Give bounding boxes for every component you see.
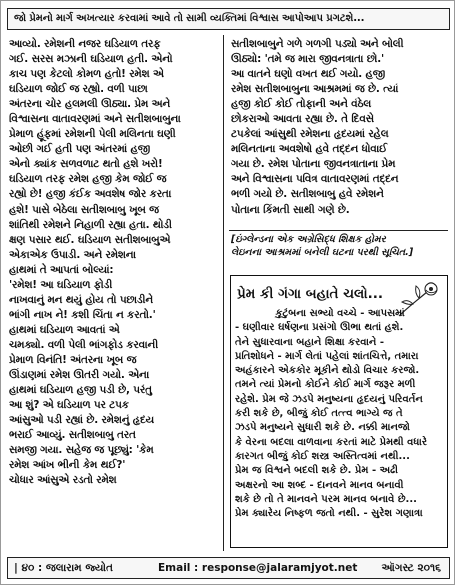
right-text-line-9: ગયા છે. રમેશ પોતાના જીવનત્રાતાના પ્રેમ: [231, 158, 396, 171]
note-rule: [229, 230, 448, 231]
left-text-line-26: આંસુઓ પડી રહ્યાં છે. રમેશનું હૃદય: [9, 414, 155, 427]
right-text-line-3: આ વાતને ઘણો વખત થઈ ગયો. હજી: [231, 68, 385, 81]
left-column: [9, 37, 217, 488]
left-text-line-13: શાંતિથી રમેશને નિહાળી રહ્યા હતા. થોડી: [9, 218, 172, 231]
left-text-line-29: રમેશ આંખ ભીની કેમ થઈ?': [9, 459, 126, 472]
right-text-line-2: ઊઠ્યો: 'તમે જ મારા જીવનત્રાતા છો.': [231, 53, 385, 66]
column-divider: [223, 35, 224, 551]
left-text-line-20: હાથમાં ઘડિયાળ આવતાં એ: [9, 323, 120, 336]
source-note: [231, 233, 446, 271]
left-text-line-12: હશે! પાસે બેઠેલા સતીશબાબુ ખૂબ જ: [9, 203, 159, 216]
poem-line-2: - ઘણીવાર ઘર્ષણના પ્રસંગો ઊભા થતાં હશે.: [235, 322, 404, 334]
poem-line-3: તેને સુધારવાના બહાને શિક્ષા કરવાને -: [235, 336, 385, 348]
left-text-line-24: હાથમાં ઘડિયાળ હજી પડી છે, પરંતુ: [9, 384, 152, 397]
right-text-line-12: પોતાના કિંમતી સાથી ગણે છે.: [231, 203, 350, 216]
poem-box: [230, 275, 448, 548]
left-text-line-3: કાચ પણ કેટલો કોમળ હતો! રમેશ એ: [9, 68, 164, 81]
poem-line-1: કુટુંબના સભ્યો વચ્ચે - આપસમાં: [275, 308, 405, 319]
right-column: [231, 37, 446, 218]
poem-line-5: અહંકારને એકકોર મૂકીને થોડો વિચાર કરજો.: [235, 365, 420, 377]
left-text-line-22: પ્રેમાળ વિનંતિ! અંતરના ખૂબ જ: [9, 353, 137, 366]
left-text-line-15: એકાએક ઉપાડી. અને રમેશના: [9, 248, 136, 261]
left-text-line-11: રહ્યો છે! હજી કંઈક અવશેષ જોર કરતા: [9, 188, 172, 201]
right-text-line-11: ભળી ગયો છે. સતીશબાબુ હવે રમેશને: [231, 188, 384, 201]
left-text-line-21: ચમક્યો. વળી પેલી ભાંગફોડ કરવાની: [9, 338, 159, 351]
right-text-line-6: છોકરાઓ આવતા રહ્યા છે. તે દિવસે: [231, 113, 374, 126]
left-text-line-4: ઘડિયાળ જોઈ જ રહ્યો. વળી પાછા: [9, 83, 148, 96]
poem-line-9: ઝડપે મનુષ્યને સુધારી શકે છે. નક્કી માનજો: [235, 422, 410, 434]
left-text-line-9: એનો ક્યાંક સળવળાટ થતો હશે ખરો!: [9, 158, 163, 171]
left-text-line-17: 'રમેશ! આ ઘડિયાળ ફોડી: [9, 278, 113, 291]
left-text-line-30: ચોધાર આંસુએ રડતો રમેશ: [9, 474, 117, 487]
footer-email[interactable]: Email : response@jalaramjyot.net: [158, 562, 358, 574]
note-line-1: [ઇંગ્લેન્ડના એક અગ્રેસિદ્ધ શિક્ષક હોમર: [231, 234, 386, 245]
poem-line-6: તમને ત્યાં પ્રેમનો કોઈને કોઈ માર્ગ જરૂર મળી: [235, 379, 416, 391]
poem-title: પ્રેમ કી ગંગા બહાતે ચલો...: [237, 286, 383, 302]
poem-line-15: પ્રેમ ક્યારેય નિષ્ફળ જતો નથી. - સુરેશ ગણાત્રા: [235, 508, 423, 520]
left-text-line-27: ભરાઈ આવ્યું. સતીશબાબુ તરત: [9, 429, 136, 442]
page-footer: [7, 557, 450, 579]
poem-line-7: રહેશે. પ્રેમ જે ઝડપે મનુષ્યના હૃદયનું પરિવર્તન: [235, 393, 423, 405]
poem-line-8: કરી શકે છે, બીજું કોઈ તત્ત્વ ભાગ્યે જ તે: [235, 408, 403, 420]
left-text-line-18: નાખવાનું મન થયું હોય તો પછાડીને: [9, 293, 153, 306]
right-text-line-4: રમેશ સતીશબાબુના આશ્રમમાં જ છે. ત્યાં: [231, 83, 399, 96]
left-text-line-16: હાથમાં તે આપતાં બોલ્યાં:: [9, 263, 114, 276]
note-line-2: લેઇનના આશ્રમમાં બનેલી ઘટના પરથી સૂચિત.]: [231, 247, 414, 258]
left-text-line-10: ઘડિયાળ તરફ રમેશ હજી કેમ જોઈ જ: [9, 173, 167, 186]
poem-line-11: કારગત બીજું કોઈ શસ્ત્ર અસ્તિત્વમાં નથી...: [235, 450, 410, 462]
left-text-line-7: પ્રેમાળ હૂંફમાં રમેશની પેલી મલિનતા ઘણી: [9, 128, 176, 141]
left-text-line-2: ગઈ. સરસ મઝાની ઘડિયાળ હતી. એનો: [9, 53, 173, 66]
left-text-line-28: સમજી ગયા. સહેજ જ પૂછ્યું: 'કેમ: [9, 444, 154, 457]
poem-line-13: અક્ષરનો આ શબ્દ - દાનવને માનવ બનાવી: [235, 479, 404, 491]
left-text-line-19: ભાંગી નાખ ને! કશી ચિંતા ન કરતો.': [9, 308, 156, 321]
left-text-line-25: આ શું? એ ઘડિયાળ પર ટપક: [9, 399, 129, 412]
footer-page-info: | ૪૦ : જલારામ જ્યોત: [14, 562, 114, 574]
left-text-line-5: અંતરના ચોર હલમલી ઊઠ્યા. પ્રેમ અને: [9, 98, 171, 111]
banner-text: જો પ્રેમનો માર્ગ અખત્યાર કરવામાં આવે તો સામી વ્યક્તિમાં વિશ્વાસ આપોઆપ પ્રગટશે...: [14, 13, 365, 24]
right-text-line-10: અને વિશ્વાસના પવિત્ર વાતાવરણમાં તદ્દન: [231, 173, 399, 186]
left-text-line-6: વિશ્વાસના વાતાવરણમાં અને સતીશબાબુના: [9, 113, 181, 126]
poem-line-14: શકે છે તો તે માનવને પરમ માનવ બનાવે છે...: [235, 493, 417, 505]
left-text-line-14: ક્ષણ પસાર થઈ. ઘડિયાળ સતીશબાબુએ: [9, 233, 171, 246]
right-text-line-7: ટપકેલાં આંસુથી રમેશના હૃદયમાં રહેલ: [231, 128, 389, 141]
right-text-line-8: મલિનતાના અવશેષો હવે તદ્દન ધોવાઈ: [231, 143, 388, 156]
footer-issue-date: ઑગસ્ટ ૨૦૧૬: [381, 562, 441, 574]
poem-line-12: પ્રેમ જ વિશ્વને બદલી શકે છે. પ્રેમ - અઢી: [235, 465, 398, 477]
left-text-line-1: આવ્યો. રમેશની નજર ઘડિયાળ તરફ: [9, 38, 161, 50]
poem-lines: [235, 307, 445, 521]
poem-line-10: કે વેરના બદલા વાળવાના કરતાં માટે પ્રેમથી વધારે: [235, 436, 427, 448]
right-text-line-5: હજી કોઈ કોઈ તોફાની અને વંઠેલ: [231, 98, 372, 111]
page-banner: [7, 8, 450, 30]
right-text-line-1: સતીશબાબુને ગળે ગળગી પડ્યો અને બોલી: [231, 38, 404, 50]
poem-line-4: પ્રતિશોધને - માર્ગ લેતાં પહેલાં શાંતચિત્તે, તમારા: [235, 350, 419, 362]
left-text-line-23: ઊંડાણમાં રમેશ ઊતરી ગયો. એના: [9, 369, 150, 382]
left-text-line-8: ઓછી ગઈ હતી પણ અંતરમાં હજી: [9, 143, 150, 156]
